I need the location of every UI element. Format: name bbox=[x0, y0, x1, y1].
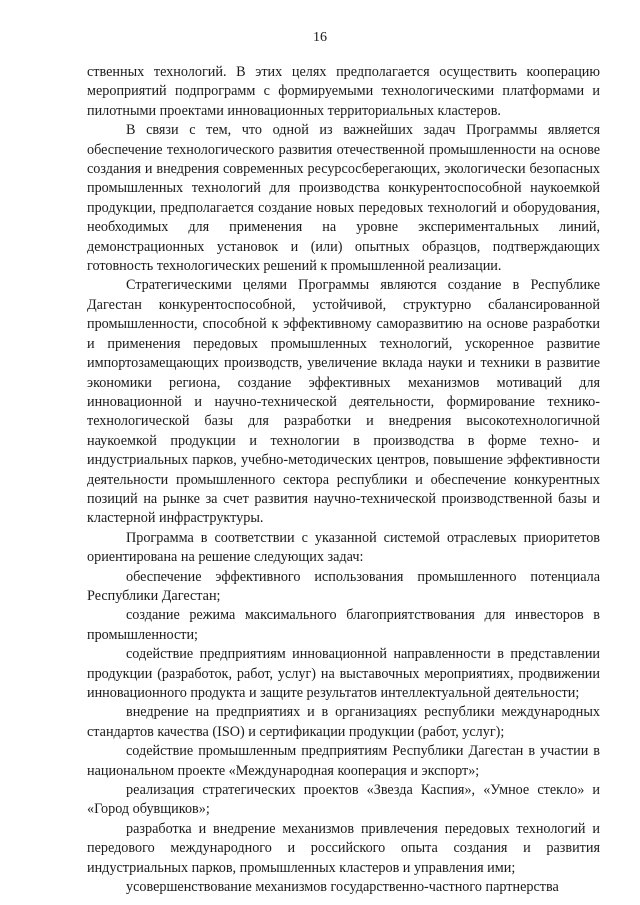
list-item: разработка и внедрение механизмов привлечения передовых технологий и передового международного и российского опыта создания и развития индустриальных парков, промышленных кластеров и управления ими; bbox=[87, 820, 600, 876]
paragraph: В связи с тем, что одной из важнейших задач Программы является обеспечение технологического развития отечественной промышленности на основе создания и внедрения современных ресурсосберегающих, экологически безопасных промышленных технологий для производства конкурентоспособной наукоемкой продукции, предполагается создание новых передовых технологий и оборудования, необходимых для применения на уровне экспериментальных линий, демонстрационных установок и (или) опытных образцов, подтверждающих готовность технологических решений к промышленной реализации. bbox=[87, 122, 600, 275]
list-item: усовершенствование механизмов государственно-частного партнерства bbox=[126, 879, 559, 896]
list-item: содействие предприятиям инновационной направленности в представлении продукции (разработок, работ, услуг) на выставочных мероприятиях, продвижении инновационного продукта и защите результатов интеллектуальной деятельности; bbox=[87, 646, 600, 701]
body-text bbox=[87, 63, 600, 897]
page-number: 16 bbox=[313, 30, 327, 45]
list-item: внедрение на предприятиях и в организациях республики международных стандартов качества (ISO) и сертификации продукции (работ, услуг); bbox=[87, 704, 600, 740]
paragraph: Программа в соответствии с указанной системой отраслевых приоритетов ориентирована на решение следующих задач: bbox=[87, 529, 600, 566]
paragraph: Стратегическими целями Программы являются создание в Республике Дагестан конкурентоспособной, устойчивой, структурно сбалансированной промышленности, способной к эффективному саморазвитию на основе разработки и применения передовых промышленных технологий, ускоренное развитие импортозамещающих производств, увеличение вклада науки и техники в развитие экономики региона, создание эффективных механизмов мотиваций для инновационной и научно-технической деятельности, формирование технико-технологической базы для разработки и внедрения высокотехнологичной наукоемкой продукции и технологии в производства в форме техно- и индустриальных парков, учебно-методических центров, повышение эффективности деятельности промышленного сектора республики и обеспечение конкурентных позиций на рынке за счет развития научно-технической производственной базы и кластерной инфраструктуры. bbox=[87, 277, 600, 527]
list-item: создание режима максимального благоприятствования для инвесторов в промышленности; bbox=[87, 607, 600, 643]
paragraph: ственных технологий. В этих целях предполагается осуществить кооперацию мероприятий подпрограмм с формируемыми технологическими платформами и пилотными проектами инновационных территориальных кластеров. bbox=[87, 64, 600, 119]
list-item: реализация стратегических проектов «Звезда Каспия», «Умное стекло» и «Город обувщиков»; bbox=[87, 782, 600, 818]
list-item: содействие промышленным предприятиям Республики Дагестан в участии в национальном проекте «Международная кооперация и экспорт»; bbox=[87, 743, 600, 779]
list-item: обеспечение эффективного использования промышленного потенциала Республики Дагестан; bbox=[87, 568, 600, 604]
